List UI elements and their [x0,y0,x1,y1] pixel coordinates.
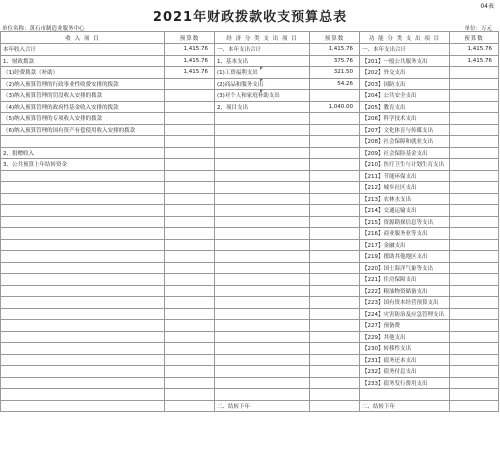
income-budget-cell: 1,415.76 [165,55,215,67]
income-budget-cell [165,400,215,412]
economic-budget-cell [310,320,360,332]
income-item-cell [1,377,165,389]
functional-item-cell: 【216】商业服务业等支出 [360,228,450,240]
economic-item-cell [215,366,310,378]
table-row [1,320,499,332]
economic-budget-cell [310,251,360,263]
economic-budget-cell [310,159,360,171]
table-row [1,354,499,366]
economic-item-cell [215,124,310,136]
functional-item-cell: 【231】债务还本支出 [360,354,450,366]
income-budget-cell [165,113,215,125]
functional-budget-cell [450,297,499,309]
income-budget-cell: 1,415.76 [165,44,215,56]
economic-budget-cell [310,228,360,240]
page-title: 2021年财政拨款收支预算总表 [152,10,348,25]
functional-budget-cell [450,251,499,263]
header-functional-item: 功 能 分 类 支 出 项 目 [360,32,450,44]
table-row [1,78,499,90]
functional-budget-cell [450,216,499,228]
income-item-cell [1,354,165,366]
economic-item-cell [215,331,310,343]
income-budget-cell [165,285,215,297]
income-budget-cell [165,262,215,274]
economic-item-cell [215,205,310,217]
functional-item-cell: 【205】教育支出 [360,101,450,113]
economic-budget-cell: 54.26 [310,78,360,90]
economic-budget-cell [310,170,360,182]
economic-budget-cell [310,354,360,366]
income-budget-cell [165,193,215,205]
table-row [1,343,499,355]
income-budget-cell [165,216,215,228]
income-budget-cell [165,228,215,240]
functional-item-cell: 【202】外交支出 [360,67,450,79]
income-item-cell [1,308,165,320]
page-number: 04表 [480,3,494,10]
functional-budget-cell [450,182,499,194]
table-row [1,55,499,67]
table-row [1,274,499,286]
economic-budget-cell: 1,040.00 [310,101,360,113]
income-item-cell [1,400,165,412]
economic-item-cell: 二、结转下年 [215,400,310,412]
functional-item-cell: 【214】交通运输支出 [360,205,450,217]
income-budget-cell: 1,415.76 [165,67,215,79]
cell-note-marker [260,67,263,70]
income-item-cell: （5)纳入预算管理的专项收入安排的拨款 [1,113,165,125]
income-item-cell [1,389,165,401]
economic-item-cell [215,113,310,125]
functional-budget-cell [450,320,499,332]
economic-item-cell [215,147,310,159]
economic-budget-cell [310,193,360,205]
table-row [1,147,499,159]
income-budget-cell [165,354,215,366]
economic-item-cell [215,239,310,251]
functional-budget-cell [450,136,499,148]
functional-budget-cell [450,274,499,286]
functional-budget-cell [450,377,499,389]
table-row [1,389,499,401]
table-row [1,331,499,343]
economic-item-cell [215,216,310,228]
functional-budget-cell [450,159,499,171]
economic-budget-cell [310,285,360,297]
income-budget-cell [165,239,215,251]
income-budget-cell [165,101,215,113]
table-row [1,101,499,113]
income-budget-cell [165,377,215,389]
income-item-cell [1,228,165,240]
functional-budget-cell [450,205,499,217]
header-functional-budget: 预算数 [450,32,499,44]
functional-item-cell: 二、结转下年 [360,400,450,412]
functional-item-cell: 【222】粮油物资储备支出 [360,285,450,297]
economic-item-cell [215,193,310,205]
economic-budget-cell [310,331,360,343]
income-item-cell [1,239,165,251]
table-row [1,308,499,320]
functional-item-cell: 【221】住房保障支出 [360,274,450,286]
income-item-cell: （3)纳入预算管理的罚没收入安排的拨款 [1,90,165,102]
economic-budget-cell [310,400,360,412]
header-income-item: 收 入 项 目 [1,32,165,44]
table-row [1,239,499,251]
table-row [1,216,499,228]
economic-budget-cell [310,205,360,217]
income-budget-cell [165,389,215,401]
income-budget-cell [165,136,215,148]
income-budget-cell [165,320,215,332]
economic-item-cell [215,228,310,240]
functional-item-cell: 一、本年支出合计 [360,44,450,56]
income-budget-cell [165,297,215,309]
table-row [1,205,499,217]
economic-item-cell [215,285,310,297]
table-row [1,124,499,136]
functional-budget-cell [450,90,499,102]
economic-budget-cell [310,389,360,401]
table-row [1,113,499,125]
income-item-cell [1,170,165,182]
income-item-cell [1,366,165,378]
functional-budget-cell [450,124,499,136]
header-economic-item: 经 济 分 类 支 出 项 目 [215,32,310,44]
functional-budget-cell [450,400,499,412]
table-row [1,251,499,263]
income-item-cell [1,136,165,148]
income-budget-cell [165,159,215,171]
functional-item-cell: 【204】公共安全支出 [360,90,450,102]
functional-item-cell: 【232】债务付息支出 [360,366,450,378]
income-budget-cell [165,147,215,159]
economic-item-cell [215,170,310,182]
income-item-cell [1,182,165,194]
income-item-cell [1,193,165,205]
functional-item-cell: 【215】资源勘探信息等支出 [360,216,450,228]
functional-item-cell: 【213】农林水支出 [360,193,450,205]
income-item-cell [1,216,165,228]
functional-budget-cell [450,366,499,378]
table-row [1,67,499,79]
functional-budget-cell [450,228,499,240]
income-budget-cell [165,90,215,102]
income-budget-cell [165,78,215,90]
economic-budget-cell [310,274,360,286]
income-item-cell: 2、捐赠收入 [1,147,165,159]
table-row [1,366,499,378]
economic-item-cell [215,297,310,309]
unit-name-label: 单位名称：黄石市制造业服务中心 [2,26,85,32]
income-item-cell [1,285,165,297]
functional-budget-cell [450,343,499,355]
economic-budget-cell [310,113,360,125]
functional-item-cell: 【229】其他支出 [360,331,450,343]
functional-item-cell: 【227】预备费 [360,320,450,332]
functional-item-cell: 【203】国防支出 [360,78,450,90]
functional-budget-cell [450,147,499,159]
economic-item-cell: 1、基本支出 [215,55,310,67]
income-item-cell: （1)经费拨款（补助） [1,67,165,79]
functional-item-cell: 【217】金融支出 [360,239,450,251]
table-row [1,193,499,205]
functional-budget-cell [450,101,499,113]
economic-item-cell [215,354,310,366]
functional-item-cell: 【212】城乡社区支出 [360,182,450,194]
functional-item-cell: 【223】国有资本经营预算支出 [360,297,450,309]
economic-budget-cell [310,124,360,136]
functional-item-cell: 【220】国土海洋气象等支出 [360,262,450,274]
functional-budget-cell [450,170,499,182]
functional-item-cell: 【209】社会保险基金支出 [360,147,450,159]
cell-note-marker [260,90,263,93]
functional-budget-cell [450,67,499,79]
economic-item-cell: (3)对个人和家庭补助支出 [215,90,310,102]
economic-item-cell [215,182,310,194]
economic-item-cell [215,262,310,274]
functional-budget-cell [450,262,499,274]
income-item-cell [1,251,165,263]
table-row [1,182,499,194]
economic-item-cell [215,274,310,286]
income-budget-cell [165,343,215,355]
income-item-cell [1,274,165,286]
functional-item-cell: 【219】援助其他地区支出 [360,251,450,263]
income-budget-cell [165,366,215,378]
economic-budget-cell [310,262,360,274]
functional-item-cell: 【207】文化体育与传媒支出 [360,124,450,136]
table-row [1,170,499,182]
functional-item-cell: 【206】科学技术支出 [360,113,450,125]
income-budget-cell [165,205,215,217]
economic-budget-cell [310,297,360,309]
economic-item-cell [215,320,310,332]
currency-unit-label: 单位：万元 [464,26,492,32]
functional-item-cell: 【210】医疗卫生与计划生育支出 [360,159,450,171]
income-item-cell: 3、公共预算上年结转资金 [1,159,165,171]
cell-note-marker [260,79,263,82]
economic-item-cell [215,308,310,320]
income-item-cell [1,331,165,343]
income-budget-cell [165,308,215,320]
income-item-cell [1,262,165,274]
economic-budget-cell [310,182,360,194]
income-item-cell: 1、财政拨款 [1,55,165,67]
economic-item-cell: 2、项目支出 [215,101,310,113]
economic-item-cell [215,377,310,389]
economic-item-cell: (2)商品和服务支出 [215,78,310,90]
table-header-row [1,32,499,44]
economic-item-cell: 一、本年支出合计 [215,44,310,56]
economic-budget-cell [310,377,360,389]
economic-item-cell [215,389,310,401]
functional-item-cell: 【233】债务发行费用支出 [360,377,450,389]
income-item-cell [1,343,165,355]
economic-budget-cell [310,366,360,378]
header-income-budget: 预算数 [165,32,215,44]
table-row [1,377,499,389]
economic-budget-cell [310,147,360,159]
income-budget-cell [165,124,215,136]
table-row [1,159,499,171]
functional-budget-cell [450,239,499,251]
economic-item-cell [215,159,310,171]
budget-summary-table [0,31,499,412]
economic-item-cell [215,136,310,148]
functional-budget-cell: 1,415.76 [450,55,499,67]
functional-budget-cell [450,78,499,90]
functional-budget-cell [450,389,499,401]
table-row [1,400,499,412]
functional-budget-cell [450,193,499,205]
table-row [1,285,499,297]
functional-item-cell [360,389,450,401]
functional-budget-cell [450,285,499,297]
table-row [1,228,499,240]
economic-budget-cell [310,239,360,251]
functional-item-cell: 【201】一般公共服务支出 [360,55,450,67]
income-item-cell: （6)纳入预算管理的国有资产有偿使用收入安排的拨款 [1,124,165,136]
functional-budget-cell [450,331,499,343]
economic-item-cell [215,343,310,355]
functional-item-cell: 【211】节能环保支出 [360,170,450,182]
functional-budget-cell: 1,415.76 [450,44,499,56]
economic-budget-cell [310,216,360,228]
economic-budget-cell: 1,415.76 [310,44,360,56]
header-economic-budget: 预算数 [310,32,360,44]
economic-budget-cell [310,90,360,102]
economic-budget-cell: 375.76 [310,55,360,67]
functional-budget-cell [450,354,499,366]
income-item-cell: （2)纳入预算管理的行政事业性收费安排的拨款 [1,78,165,90]
income-item-cell [1,297,165,309]
table-row [1,297,499,309]
income-item-cell [1,205,165,217]
functional-item-cell: 【230】转移性支出 [360,343,450,355]
economic-item-cell: (1)工资福利支出 [215,67,310,79]
income-item-cell: （4)纳入预算管理的政府性基金收入安排的拨款 [1,101,165,113]
functional-budget-cell [450,113,499,125]
functional-item-cell: 【208】社会保障和就业支出 [360,136,450,148]
functional-budget-cell [450,308,499,320]
table-row [1,262,499,274]
economic-budget-cell [310,308,360,320]
economic-budget-cell [310,136,360,148]
income-budget-cell [165,331,215,343]
table-row [1,44,499,56]
table-row [1,90,499,102]
economic-budget-cell [310,343,360,355]
economic-item-cell [215,251,310,263]
table-row [1,136,499,148]
income-budget-cell [165,170,215,182]
income-budget-cell [165,251,215,263]
income-budget-cell [165,274,215,286]
economic-budget-cell: 321.50 [310,67,360,79]
income-budget-cell [165,182,215,194]
income-item-cell [1,320,165,332]
income-item-cell: 本年收入合计 [1,44,165,56]
functional-item-cell: 【224】灾害防治及应急管理支出 [360,308,450,320]
